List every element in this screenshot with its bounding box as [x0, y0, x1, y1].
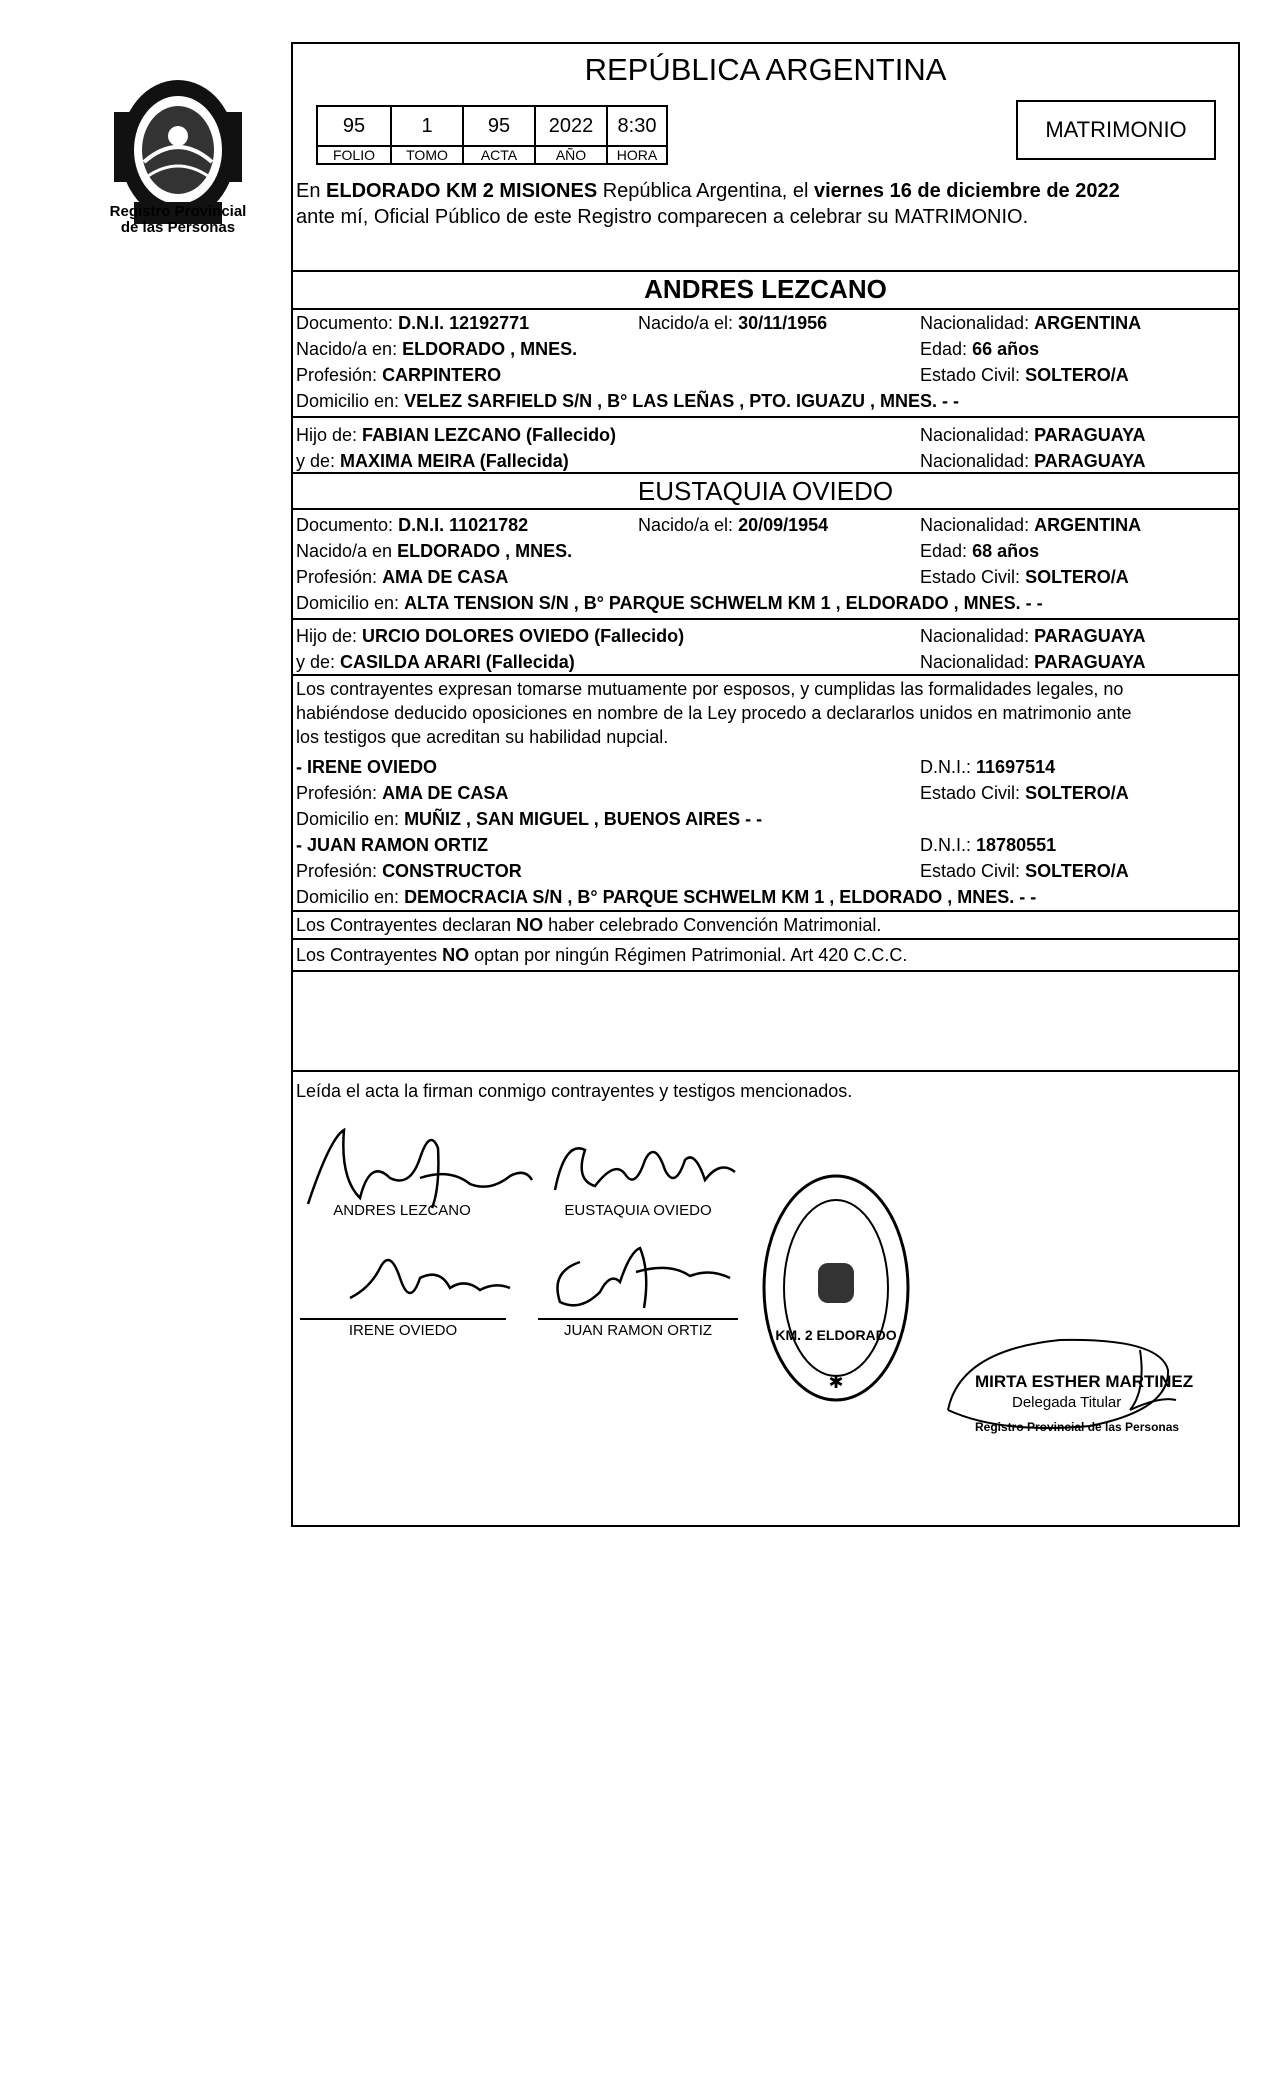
- witness-2-dni: D.N.I.: 18780551: [920, 835, 1057, 855]
- signature-intro: Leída el acta la firman conmigo contrayentes y testigos mencionados.: [296, 1081, 853, 1101]
- c1-nationality: Nacionalidad: ARGENTINA: [920, 313, 1142, 333]
- divider: [291, 472, 1240, 474]
- c1-civil-status: Estado Civil: SOLTERO/A: [920, 365, 1129, 385]
- c1-profession: Profesión: CARPINTERO: [296, 365, 502, 385]
- tomo-value: 1: [391, 106, 463, 146]
- c1-document: Documento: D.N.I. 12192771: [296, 313, 530, 333]
- c1-parent-2-nationality: Nacionalidad: PARAGUAYA: [920, 451, 1146, 471]
- c1-parent-1: Hijo de: FABIAN LEZCANO (Fallecido): [296, 425, 617, 445]
- witness-2-name: - JUAN RAMON ORTIZ: [296, 835, 488, 855]
- acta-label: ACTA: [463, 146, 535, 164]
- signature-andres-lezcano: [300, 1118, 540, 1214]
- signature-caption-2: EUSTAQUIA OVIEDO: [564, 1202, 712, 1219]
- logo-caption: [96, 204, 260, 236]
- witness-1-profession: Profesión: AMA DE CASA: [296, 783, 509, 803]
- folio-label: FOLIO: [317, 146, 391, 164]
- folio-value: 95: [317, 106, 391, 146]
- c2-age: Edad: 68 años: [920, 541, 1040, 561]
- declaration-line-3: los testigos que acreditan su habilidad nupcial.: [296, 727, 669, 747]
- intro-line-1: En ELDORADO KM 2 MISIONES República Argentina, el viernes 16 de diciembre de 2022: [296, 180, 1120, 202]
- signature-irene-oviedo: [340, 1238, 520, 1318]
- divider: [291, 308, 1240, 310]
- c1-address: Domicilio en: VELEZ SARFIELD S/N , B° LAS LEÑAS , PTO. IGUAZU , MNES. - -: [296, 391, 959, 411]
- divider: [291, 1070, 1240, 1072]
- witness-1-address: Domicilio en: MUÑIZ , SAN MIGUEL , BUENOS AIRES - -: [296, 809, 763, 829]
- divider: [291, 508, 1240, 510]
- witness-1-civil-status: Estado Civil: SOLTERO/A: [920, 783, 1129, 803]
- hour-label: HORA: [607, 146, 667, 164]
- witness-2-address: Domicilio en: DEMOCRACIA S/N , B° PARQUE SCHWELM KM 1 , ELDORADO , MNES. - -: [296, 887, 1037, 907]
- intro-place: ELDORADO KM 2 MISIONES: [326, 180, 598, 202]
- c1-birthdate: Nacido/a el: 30/11/1956: [638, 313, 828, 333]
- country-title: REPÚBLICA ARGENTINA: [584, 52, 947, 87]
- signature-caption-3: IRENE OVIEDO: [348, 1322, 458, 1339]
- signature-line-4: [538, 1318, 738, 1320]
- svg-text:✱: ✱: [828, 1372, 844, 1392]
- divider: [291, 270, 1240, 272]
- witness-1-name: - IRENE OVIEDO: [296, 757, 438, 777]
- c1-birthplace: Nacido/a en: ELDORADO , MNES.: [296, 339, 578, 359]
- officer-organization: Registro Provincial de las Personas: [975, 1420, 1180, 1434]
- declaration-line-2: habiéndose deducido oposiciones en nombre de la Ley procedo a declararlos unidos en matrimonio ante: [296, 703, 1132, 723]
- tomo-label: TOMO: [391, 146, 463, 164]
- signature-line-3: [300, 1318, 506, 1320]
- witness-2-profession: Profesión: CONSTRUCTOR: [296, 861, 522, 881]
- year-label: AÑO: [535, 146, 607, 164]
- witness-1-dni: D.N.I.: 11697514: [920, 757, 1056, 777]
- delegation-seal: [758, 1168, 914, 1408]
- declaration-line-1: Los contrayentes expresan tomarse mutuamente por esposos, y cumplidas las formalidades legales, no: [296, 679, 1124, 699]
- c2-parent-1-nationality: Nacionalidad: PARAGUAYA: [920, 626, 1146, 646]
- registry-data-table: [316, 105, 668, 165]
- regime-note: Los Contrayentes NO optan por ningún Régimen Patrimonial. Art 420 C.C.C.: [296, 945, 908, 965]
- c2-parent-2-nationality: Nacionalidad: PARAGUAYA: [920, 652, 1146, 672]
- contrayente-1-name: ANDRES LEZCANO: [644, 274, 887, 304]
- divider: [291, 618, 1240, 620]
- witness-2-civil-status: Estado Civil: SOLTERO/A: [920, 861, 1129, 881]
- c2-birthdate: Nacido/a el: 20/09/1954: [638, 515, 829, 535]
- intro-line-2: ante mí, Oficial Público de este Registro comparecen a celebrar su MATRIMONIO.: [296, 206, 1029, 228]
- c2-nationality: Nacionalidad: ARGENTINA: [920, 515, 1142, 535]
- intro-date: viernes 16 de diciembre de 2022: [813, 180, 1120, 202]
- c2-address: Domicilio en: ALTA TENSION S/N , B° PARQUE SCHWELM KM 1 , ELDORADO , MNES. - -: [296, 593, 1043, 613]
- divider: [291, 970, 1240, 972]
- act-type-box: MATRIMONIO: [1016, 100, 1216, 160]
- contrayente-2-name: EUSTAQUIA OVIEDO: [637, 476, 894, 506]
- signature-eustaquia-oviedo: [545, 1130, 745, 1210]
- signature-caption-1: ANDRES LEZCANO: [333, 1202, 471, 1219]
- c2-parent-1: Hijo de: URCIO DOLORES OVIEDO (Fallecido): [296, 626, 685, 646]
- officer-title: Delegada Titular: [1012, 1394, 1122, 1411]
- signature-caption-4: JUAN RAMON ORTIZ: [563, 1322, 713, 1339]
- logo-caption-line-2: de las Personas: [120, 219, 236, 236]
- hour-value: 8:30: [607, 106, 667, 146]
- divider: [291, 910, 1240, 912]
- c1-parent-1-nationality: Nacionalidad: PARAGUAYA: [920, 425, 1146, 445]
- divider: [291, 674, 1240, 676]
- c2-birthplace: Nacido/a en ELDORADO , MNES.: [296, 541, 573, 561]
- officer-name: MIRTA ESTHER MARTINEZ: [975, 1372, 1194, 1391]
- divider: [291, 416, 1240, 418]
- year-value: 2022: [535, 106, 607, 146]
- c2-civil-status: Estado Civil: SOLTERO/A: [920, 567, 1129, 587]
- c1-age: Edad: 66 años: [920, 339, 1040, 359]
- acta-value: 95: [463, 106, 535, 146]
- divider: [291, 938, 1240, 940]
- c2-document: Documento: D.N.I. 11021782: [296, 515, 529, 535]
- c2-parent-2: y de: CASILDA ARARI (Fallecida): [296, 652, 575, 672]
- c1-parent-2: y de: MAXIMA MEIRA (Fallecida): [296, 451, 569, 471]
- signature-juan-ramon-ortiz: [540, 1232, 740, 1318]
- c2-profession: Profesión: AMA DE CASA: [296, 567, 509, 587]
- logo-caption-line-1: Registro Provincial: [109, 203, 247, 220]
- convention-note: Los Contrayentes declaran NO haber celebrado Convención Matrimonial.: [296, 915, 882, 935]
- seal-inner-text: KM. 2 ELDORADO: [775, 1327, 897, 1343]
